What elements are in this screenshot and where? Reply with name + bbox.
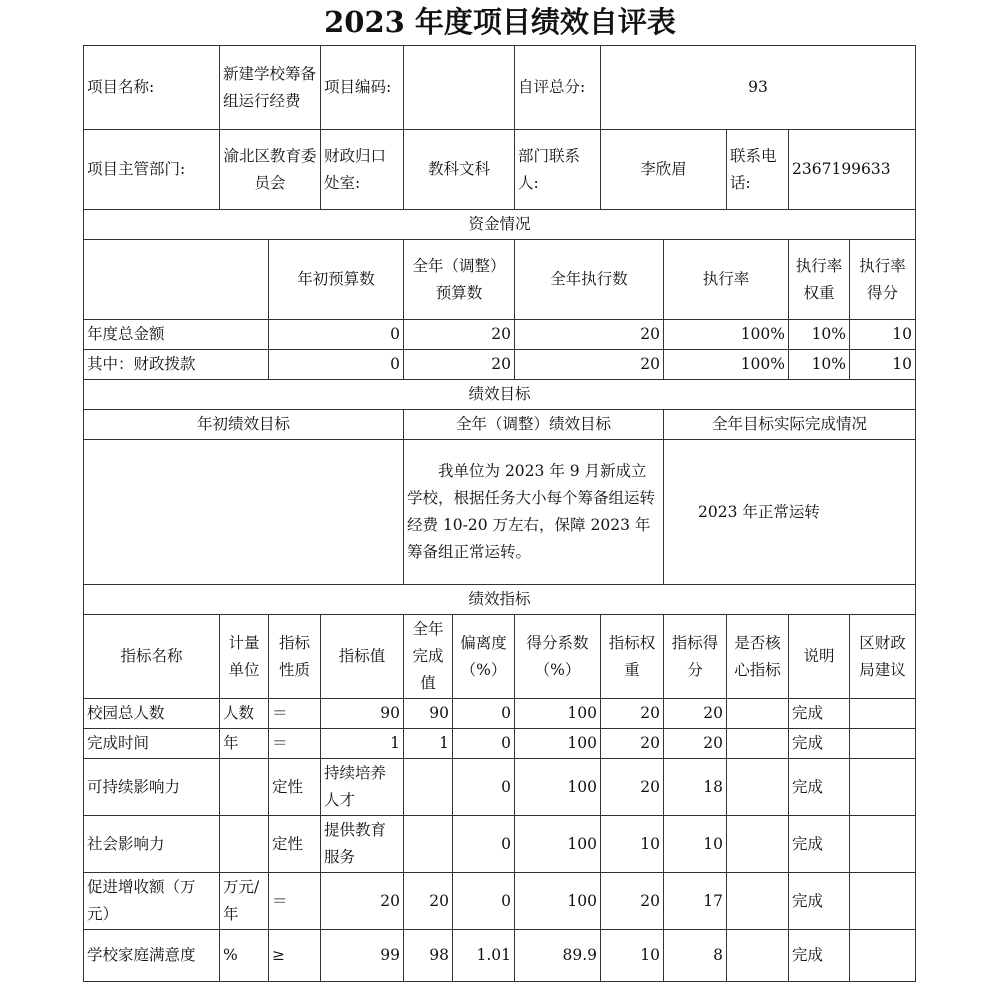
ind-nature: ＝ [269, 729, 321, 759]
ind-name: 促进增收额（万元） [84, 873, 220, 930]
ind-deviation: 1.01 [453, 930, 515, 982]
funds-row-adjusted: 20 [404, 320, 515, 350]
contact-label: 部门联系人: [515, 130, 601, 210]
ind-target: 20 [321, 873, 404, 930]
project-code-label: 项目编码: [321, 46, 404, 130]
ind-core [727, 759, 789, 816]
ind-core [727, 816, 789, 873]
ind-score: 8 [664, 930, 727, 982]
ind-target: 1 [321, 729, 404, 759]
ind-core [727, 873, 789, 930]
table-row [84, 759, 916, 816]
ind-score: 20 [664, 699, 727, 729]
project-name-value: 新建学校筹备组运行经费 [220, 46, 321, 130]
ind-header-score: 指标得分 [664, 615, 727, 699]
ind-unit: 年 [220, 729, 269, 759]
performance-table [83, 45, 916, 982]
funds-row-executed: 20 [515, 350, 664, 380]
ind-weight: 20 [601, 699, 664, 729]
ind-coef: 100 [515, 699, 601, 729]
ind-coef: 100 [515, 729, 601, 759]
ind-header-coef: 得分系数（%） [515, 615, 601, 699]
dept-value: 渝北区教育委员会 [220, 130, 321, 210]
ind-unit [220, 759, 269, 816]
funds-header-adjusted: 全年（调整）预算数 [404, 240, 515, 320]
ind-weight: 10 [601, 930, 664, 982]
ind-nature: ≥ [269, 930, 321, 982]
funds-header-rate: 执行率 [664, 240, 789, 320]
ind-nature: 定性 [269, 816, 321, 873]
ind-coef: 100 [515, 873, 601, 930]
phone-value: 2367199633 [789, 130, 916, 210]
indicators-section-title: 绩效指标 [84, 585, 916, 615]
ind-advice [850, 816, 916, 873]
office-label: 财政归口处室: [321, 130, 404, 210]
ind-header-note: 说明 [789, 615, 850, 699]
table-row [84, 729, 916, 759]
ind-nature: ＝ [269, 699, 321, 729]
funds-row-adjusted: 20 [404, 350, 515, 380]
ind-core [727, 699, 789, 729]
funds-header-score: 执行率得分 [850, 240, 916, 320]
funds-section-title: 资金情况 [84, 210, 916, 240]
ind-deviation: 0 [453, 873, 515, 930]
goals-header-actual: 全年目标实际完成情况 [664, 410, 916, 440]
ind-advice [850, 729, 916, 759]
ind-target: 99 [321, 930, 404, 982]
ind-core [727, 930, 789, 982]
ind-name: 校园总人数 [84, 699, 220, 729]
ind-header-done: 全年完成值 [404, 615, 453, 699]
ind-unit [220, 816, 269, 873]
ind-name: 完成时间 [84, 729, 220, 759]
ind-weight: 10 [601, 816, 664, 873]
ind-header-weight: 指标权重 [601, 615, 664, 699]
goals-header-adjusted: 全年（调整）绩效目标 [404, 410, 664, 440]
ind-header-unit: 计量单位 [220, 615, 269, 699]
funds-header-budget: 年初预算数 [269, 240, 404, 320]
ind-advice [850, 699, 916, 729]
funds-header-executed: 全年执行数 [515, 240, 664, 320]
project-code-value [404, 46, 515, 130]
funds-row-budget: 0 [269, 350, 404, 380]
ind-note: 完成 [789, 699, 850, 729]
ind-header-nature: 指标性质 [269, 615, 321, 699]
ind-deviation: 0 [453, 759, 515, 816]
ind-score: 20 [664, 729, 727, 759]
ind-score: 17 [664, 873, 727, 930]
ind-name: 学校家庭满意度 [84, 930, 220, 982]
ind-coef: 100 [515, 816, 601, 873]
ind-header-advice: 区财政局建议 [850, 615, 916, 699]
ind-done: 90 [404, 699, 453, 729]
ind-header-target: 指标值 [321, 615, 404, 699]
ind-done [404, 759, 453, 816]
funds-row-weight: 10% [789, 320, 850, 350]
ind-unit: 万元/年 [220, 873, 269, 930]
ind-header-core: 是否核心指标 [727, 615, 789, 699]
ind-done [404, 816, 453, 873]
ind-coef: 89.9 [515, 930, 601, 982]
funds-row-rate: 100% [664, 350, 789, 380]
office-value: 教科文科 [404, 130, 515, 210]
ind-advice [850, 930, 916, 982]
funds-row-budget: 0 [269, 320, 404, 350]
ind-unit: % [220, 930, 269, 982]
funds-row-label: 其中：财政拨款 [84, 350, 269, 380]
ind-weight: 20 [601, 873, 664, 930]
contact-value: 李欣眉 [601, 130, 727, 210]
ind-header-name: 指标名称 [84, 615, 220, 699]
funds-header-weight: 执行率权重 [789, 240, 850, 320]
ind-note: 完成 [789, 759, 850, 816]
ind-nature: ＝ [269, 873, 321, 930]
ind-note: 完成 [789, 816, 850, 873]
ind-target: 持续培养人才 [321, 759, 404, 816]
table-row [84, 699, 916, 729]
phone-label: 联系电话: [727, 130, 789, 210]
ind-deviation: 0 [453, 729, 515, 759]
funds-header-blank [84, 240, 269, 320]
ind-target: 90 [321, 699, 404, 729]
funds-row-weight: 10% [789, 350, 850, 380]
ind-nature: 定性 [269, 759, 321, 816]
self-score-label: 自评总分: [515, 46, 601, 130]
goals-section-title: 绩效目标 [84, 380, 916, 410]
funds-row [84, 350, 916, 380]
funds-row-executed: 20 [515, 320, 664, 350]
ind-weight: 20 [601, 729, 664, 759]
ind-core [727, 729, 789, 759]
goals-adjusted-text: 我单位为 2023 年 9 月新成立学校，根据任务大小每个筹备组运转经费 10-20 万左右，保障 2023 年筹备组正常运转。 [404, 440, 664, 585]
goals-initial-text [84, 440, 404, 585]
funds-row-label: 年度总金额 [84, 320, 269, 350]
ind-done: 20 [404, 873, 453, 930]
funds-row-score: 10 [850, 350, 916, 380]
table-row [84, 930, 916, 982]
ind-unit: 人数 [220, 699, 269, 729]
ind-note: 完成 [789, 729, 850, 759]
funds-row [84, 320, 916, 350]
self-score-value: 93 [601, 46, 916, 130]
ind-weight: 20 [601, 759, 664, 816]
funds-row-score: 10 [850, 320, 916, 350]
ind-score: 10 [664, 816, 727, 873]
page-title: 2023 年度项目绩效自评表 [324, 5, 676, 39]
ind-done: 1 [404, 729, 453, 759]
ind-name: 社会影响力 [84, 816, 220, 873]
table-row [84, 873, 916, 930]
ind-header-deviation: 偏离度（%） [453, 615, 515, 699]
ind-coef: 100 [515, 759, 601, 816]
ind-note: 完成 [789, 873, 850, 930]
funds-row-rate: 100% [664, 320, 789, 350]
ind-advice [850, 759, 916, 816]
project-name-label: 项目名称: [84, 46, 220, 130]
ind-name: 可持续影响力 [84, 759, 220, 816]
dept-label: 项目主管部门: [84, 130, 220, 210]
ind-deviation: 0 [453, 816, 515, 873]
ind-advice [850, 873, 916, 930]
ind-done: 98 [404, 930, 453, 982]
ind-note: 完成 [789, 930, 850, 982]
ind-deviation: 0 [453, 699, 515, 729]
table-row [84, 816, 916, 873]
ind-target: 提供教育服务 [321, 816, 404, 873]
goals-header-initial: 年初绩效目标 [84, 410, 404, 440]
ind-score: 18 [664, 759, 727, 816]
goals-actual-text: 2023 年正常运转 [664, 440, 916, 585]
